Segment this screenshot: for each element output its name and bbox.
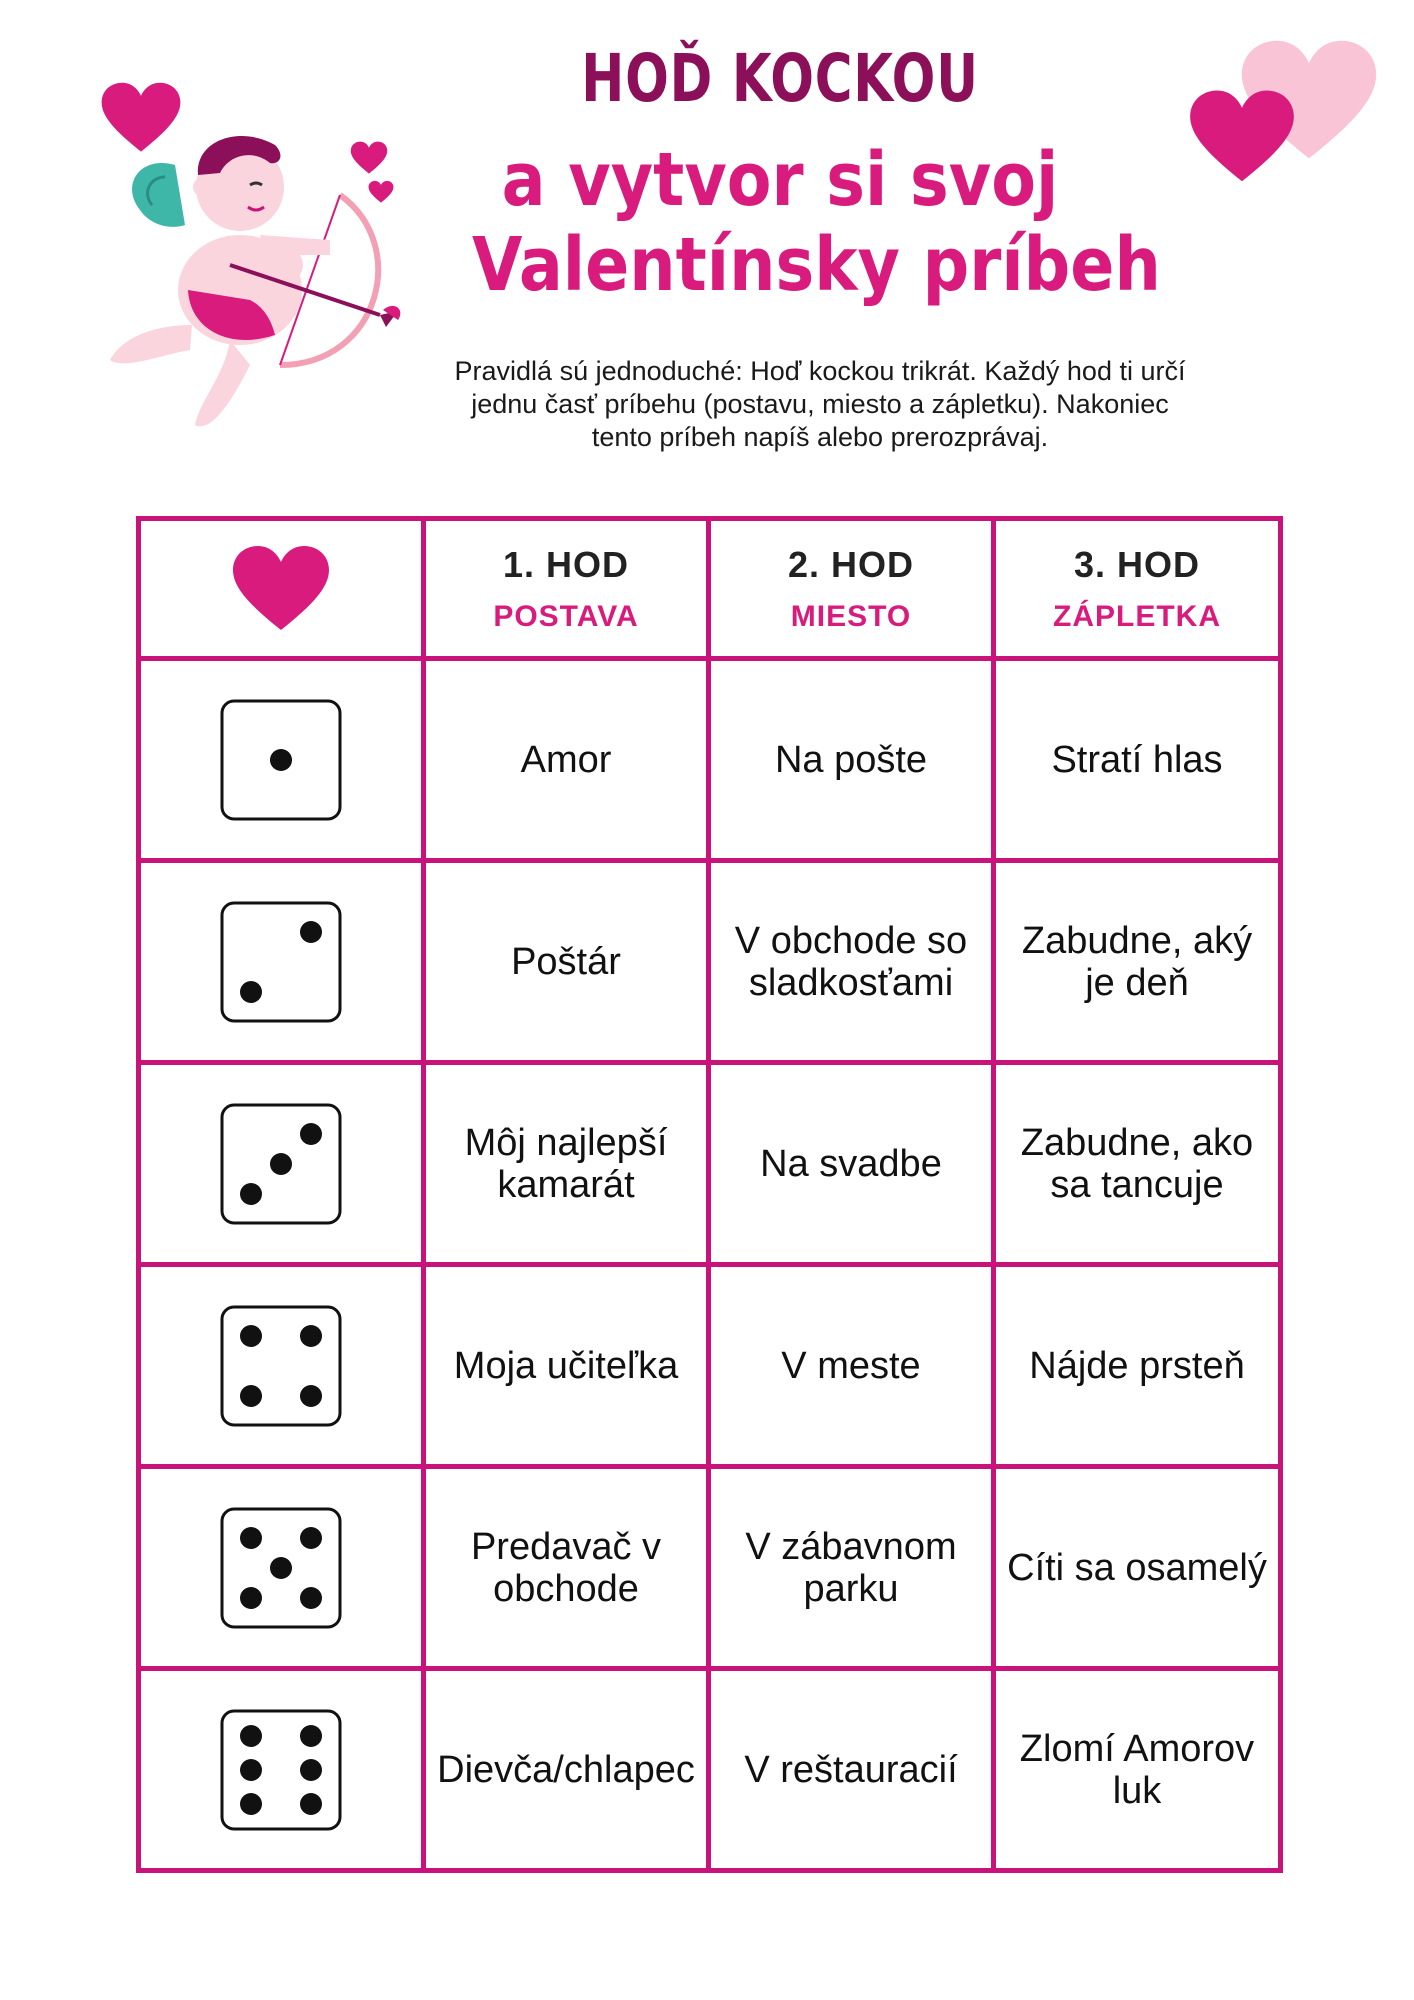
plot-cell: Zabudne, ako sa tancuje	[994, 1063, 1281, 1265]
heart-icon	[231, 544, 331, 634]
plot-cell: Zlomí Amorov luk	[994, 1669, 1281, 1871]
die-icon	[219, 1506, 343, 1630]
table-row	[139, 659, 1281, 861]
die-pip	[240, 1725, 262, 1747]
place-cell: Na pošte	[709, 659, 994, 861]
die-pip	[240, 1527, 262, 1549]
die-pip	[270, 1557, 292, 1579]
die-face	[222, 1307, 340, 1425]
die-face	[222, 903, 340, 1021]
die-cell	[139, 1669, 424, 1871]
column-roll-label: 1. HOD	[502, 543, 630, 585]
column-header	[709, 519, 994, 659]
die-face	[222, 1711, 340, 1829]
die-icon	[219, 900, 343, 1024]
die-pip	[300, 1385, 322, 1407]
die-pip	[270, 749, 292, 771]
die-pip	[300, 1587, 322, 1609]
place-cell: V zábavnom parku	[709, 1467, 994, 1669]
die-icon	[219, 1304, 343, 1428]
die-cell	[139, 1467, 424, 1669]
die-pip	[300, 1527, 322, 1549]
column-header	[994, 519, 1281, 659]
plot-cell: Zabudne, aký je deň	[994, 861, 1281, 1063]
column-roll-label: 2. HOD	[787, 543, 915, 585]
plot-cell: Stratí hlas	[994, 659, 1281, 861]
page-subtitle-line2: Valentínsky príbeh	[472, 222, 1161, 308]
die-cell	[139, 1063, 424, 1265]
column-roll-label: 3. HOD	[1073, 543, 1201, 585]
die-pip	[240, 1759, 262, 1781]
character-cell: Poštár	[424, 861, 709, 1063]
die-pip	[240, 1325, 262, 1347]
plot-cell: Nájde prsteň	[994, 1265, 1281, 1467]
die-pip	[240, 1793, 262, 1815]
column-category-label: ZÁPLETKA	[1053, 599, 1221, 633]
die-pip	[240, 1385, 262, 1407]
die-icon	[219, 1708, 343, 1832]
table-row	[139, 1669, 1281, 1871]
place-cell: V obchode so sladkosťami	[709, 861, 994, 1063]
die-pip	[300, 1325, 322, 1347]
story-table	[136, 516, 1283, 1873]
die-pip	[300, 1759, 322, 1781]
cupid-icon	[80, 115, 420, 455]
die-cell	[139, 1265, 424, 1467]
character-cell: Amor	[424, 659, 709, 861]
die-pip	[240, 1587, 262, 1609]
header-heart-cell	[139, 519, 424, 659]
table-row	[139, 1063, 1281, 1265]
plot-cell: Cíti sa osamelý	[994, 1467, 1281, 1669]
column-category-label: POSTAVA	[493, 599, 639, 633]
character-cell: Predavač v obchode	[424, 1467, 709, 1669]
place-cell: V meste	[709, 1265, 994, 1467]
place-cell: Na svadbe	[709, 1063, 994, 1265]
die-pip	[240, 1183, 262, 1205]
page-title: HOĎ KOCKOU	[581, 40, 979, 117]
die-icon	[219, 1102, 343, 1226]
die-pip	[270, 1153, 292, 1175]
table-row	[139, 861, 1281, 1063]
die-pip	[300, 1123, 322, 1145]
table-header-row	[139, 519, 1281, 659]
die-pip	[300, 1725, 322, 1747]
character-cell: Moja učiteľka	[424, 1265, 709, 1467]
die-pip	[300, 1793, 322, 1815]
column-header	[424, 519, 709, 659]
die-pip	[240, 981, 262, 1003]
die-icon	[219, 698, 343, 822]
table-row	[139, 1265, 1281, 1467]
die-cell	[139, 861, 424, 1063]
column-category-label: MIESTO	[790, 599, 912, 633]
table-row	[139, 1467, 1281, 1669]
heart-icon	[1188, 88, 1296, 186]
rules-text: Pravidlá sú jednoduché: Hoď kockou trikrát. Každý hod ti určí jednu časť príbehu (postavu, miesto a zápletku). Nakoniec tento príbeh napíš alebo prerozprávaj.	[454, 356, 1186, 452]
place-cell: V reštauracií	[709, 1669, 994, 1871]
page-subtitle-line1: a vytvor si svoj	[501, 137, 1059, 223]
character-cell: Môj najlepší kamarát	[424, 1063, 709, 1265]
die-cell	[139, 659, 424, 861]
character-cell: Dievča/chlapec	[424, 1669, 709, 1871]
die-pip	[300, 921, 322, 943]
